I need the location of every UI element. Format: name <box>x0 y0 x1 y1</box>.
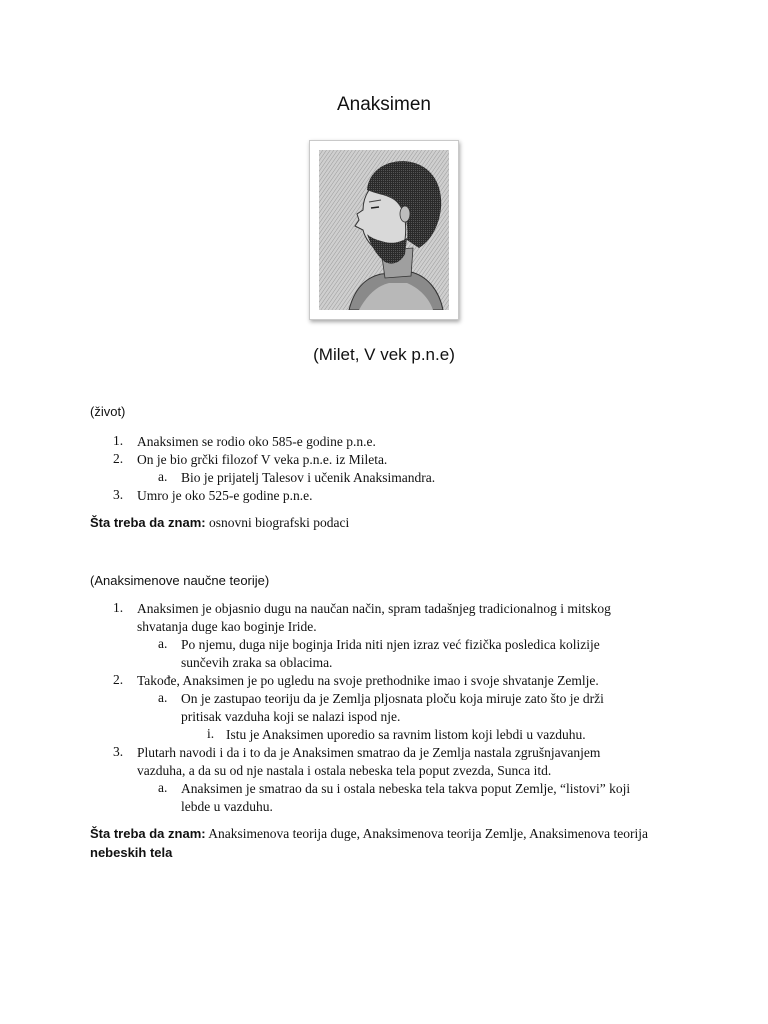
what-to-know-label: Šta treba da znam: <box>90 826 206 841</box>
page-title: Anaksimen <box>337 94 431 115</box>
list-number: 2. <box>113 451 124 466</box>
list-number: 3. <box>113 487 124 502</box>
list-text: Anaksimen se rodio oko 585-e godine p.n.e. <box>137 434 376 449</box>
what-to-know-life <box>90 515 349 531</box>
list-text-cont: lebde u vazduhu. <box>181 799 273 814</box>
list-text: Istu je Anaksimen uporedio sa ravnim listom koji lebdi u vazduhu. <box>226 727 586 742</box>
list-text: On je zastupao teoriju da je Zemlja pljosnata ploču koja miruje zato što je drži <box>181 691 604 706</box>
list-number: 1. <box>113 433 124 448</box>
what-to-know-theories <box>90 826 648 842</box>
list-text-cont: pritisak vazduha koji se nalazi ispod nje. <box>181 709 401 724</box>
section-heading-life: (život) <box>90 404 126 419</box>
what-to-know-text: osnovni biografski podaci <box>205 515 350 530</box>
list-text: Anaksimen je smatrao da su i ostala nebeska tela takva poput Zemlje, “listovi” koji <box>181 781 631 796</box>
list-letter: a. <box>158 469 168 484</box>
what-to-know-text-cont: nebeskih tela <box>90 845 173 860</box>
portrait-image <box>309 140 459 320</box>
list-text: Bio je prijatelj Talesov i učenik Anaksimandra. <box>181 470 436 485</box>
list-letter: a. <box>158 636 168 651</box>
list-text: On je bio grčki filozof V veka p.n.e. iz Mileta. <box>137 452 388 467</box>
anaximenes-portrait-icon <box>319 150 449 310</box>
list-roman: i. <box>207 726 215 741</box>
list-text: Takođe, Anaksimen je po ugledu na svoje prethodnike imao i svoje shvatanje Zemlje. <box>137 673 599 688</box>
list-number: 3. <box>113 744 124 759</box>
what-to-know-text: Anaksimenova teorija duge, Anaksimenova teorija Zemlje, Anaksimenova teorija <box>205 826 648 841</box>
list-letter: a. <box>158 780 168 795</box>
what-to-know-theories-cont <box>90 845 172 861</box>
list-text-cont: vazduha, a da su od nje nastala i ostala nebeska tela poput zvezda, Sunca itd. <box>137 763 552 778</box>
list-text-cont: sunčevih zraka sa oblacima. <box>181 655 333 670</box>
list-text: Plutarh navodi i da i to da je Anaksimen smatrao da je Zemlja nastala zgrušnjavanjem <box>137 745 601 760</box>
list-number: 1. <box>113 600 124 615</box>
list-text: Po njemu, duga nije boginja Irida niti njen izraz već fizička posledica kolizije <box>181 637 600 652</box>
what-to-know-label: Šta treba da znam: <box>90 515 206 530</box>
section-heading-theories: (Anaksimenove naučne teorije) <box>90 573 270 588</box>
list-text-cont: shvatanja duge kao boginje Iride. <box>137 619 317 634</box>
subtitle: (Milet, V vek p.n.e) <box>313 345 455 364</box>
list-number: 2. <box>113 672 124 687</box>
list-text: Anaksimen je objasnio dugu na naučan način, spram tadašnjeg tradicionalnog i mitskog <box>137 601 611 616</box>
list-letter: a. <box>158 690 168 705</box>
list-text: Umro je oko 525-e godine p.n.e. <box>137 488 313 503</box>
